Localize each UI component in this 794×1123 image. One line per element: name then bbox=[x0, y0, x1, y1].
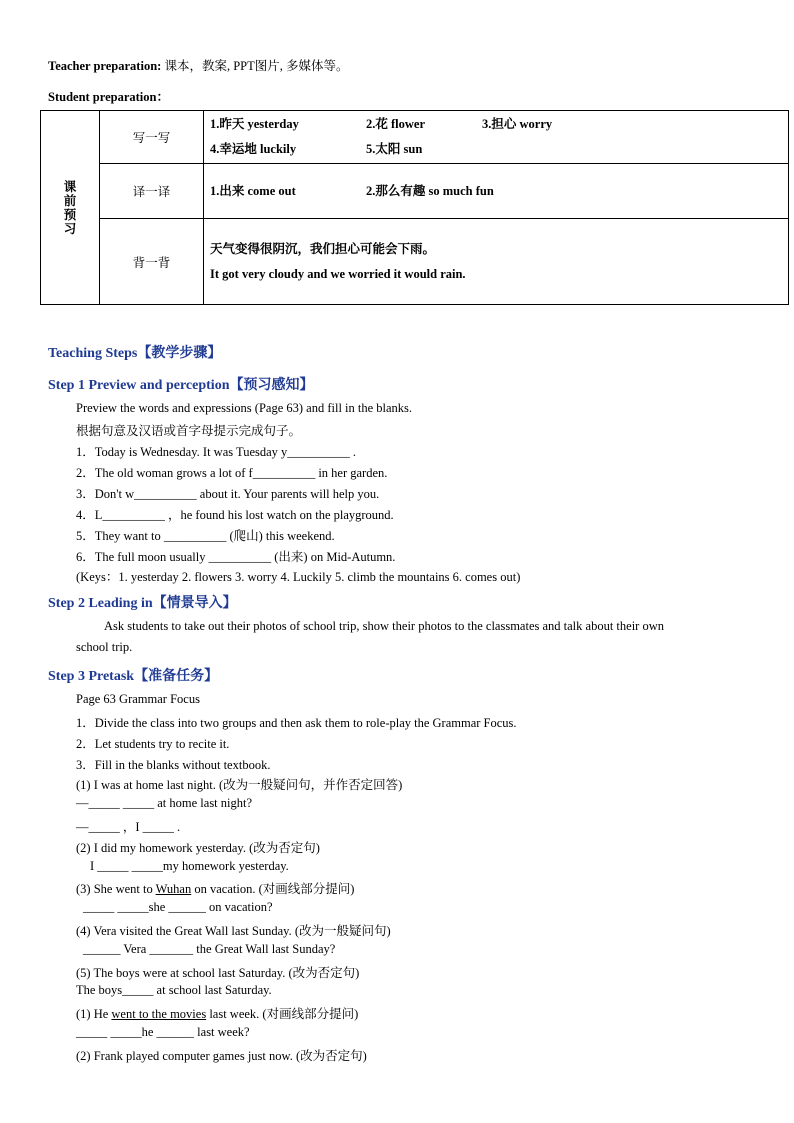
exercise: (2) I did my homework yesterday. (改为否定句) bbox=[76, 841, 320, 855]
teaching-steps-heading: Teaching Steps【教学步骤】 bbox=[48, 346, 222, 361]
step1-intro-cn: 根据句意及汉语或首字母提示完成句子。 bbox=[76, 424, 302, 438]
step1-item: 5．They want to __________ (爬山) this weekend. bbox=[76, 529, 335, 543]
preview-table bbox=[40, 110, 789, 305]
exercise-blank: ______ Vera _______ the Great Wall last Sunday? bbox=[83, 942, 336, 956]
step1-intro-en: Preview the words and expressions (Page 63) and fill in the blanks. bbox=[76, 401, 413, 415]
write-content: 1.昨天 yesterday 2.花 flower 3.担心 worry 4.幸运地 luckily 5.太阳 sun bbox=[204, 111, 789, 164]
category-translate: 译一译 bbox=[100, 164, 204, 219]
category-recite: 背一背 bbox=[100, 219, 204, 305]
step3-heading: Step 3 Pretask【准备任务】 bbox=[48, 669, 219, 684]
step3-item: 1．Divide the class into two groups and then ask them to role-play the Grammar Focus. bbox=[76, 716, 517, 730]
exercise: (1) I was at home last night. (改为一般疑问句，并作否定回答) bbox=[76, 778, 403, 792]
exercise: (2) Frank played computer games just now. (改为否定句) bbox=[76, 1049, 367, 1063]
step2-text: Ask students to take out their photos of school trip, show their photos to the classmates and talk about their own bbox=[104, 619, 664, 633]
step3-item: 3．Fill in the blanks without textbook. bbox=[76, 758, 271, 772]
step2-heading: Step 2 Leading in【情景导入】 bbox=[48, 596, 237, 611]
step1-heading: Step 1 Preview and perception【预习感知】 bbox=[48, 378, 314, 393]
step1-item: 4．L__________ ，he found his lost watch on the playground. bbox=[76, 508, 394, 522]
exercise: (5) The boys were at school last Saturday. (改为否定句) bbox=[76, 966, 360, 980]
exercise: (1) He went to the movies last week. (对画线部分提问) bbox=[76, 1007, 359, 1021]
step1-keys: (Keys：1. yesterday 2. flowers 3. worry 4. Luckily 5. climb the mountains 6. comes out) bbox=[76, 570, 521, 584]
teacher-prep-value: 课本，教案, PPT图片, 多媒体等。 bbox=[164, 59, 349, 73]
step3-item: 2．Let students try to recite it. bbox=[76, 737, 230, 751]
exercise-blank: _____ _____he ______ last week? bbox=[76, 1025, 250, 1039]
recite-content: 天气变得很阴沉，我们担心可能会下雨。 It got very cloudy and we worried it would rain. bbox=[204, 219, 789, 305]
step1-item: 3．Don't w__________ about it. Your parents will help you. bbox=[76, 487, 380, 501]
exercise: (4) Vera visited the Great Wall last Sunday. (改为一般疑问句) bbox=[76, 924, 391, 938]
exercise-blank: The boys_____ at school last Saturday. bbox=[76, 983, 272, 997]
step1-item: 1．Today is Wednesday. It was Tuesday y__________ . bbox=[76, 445, 357, 459]
exercise-blank: —_____ ，I _____ . bbox=[76, 820, 181, 834]
step2-text: school trip. bbox=[76, 640, 133, 654]
exercise: (3) She went to Wuhan on vacation. (对画线部分提问) bbox=[76, 882, 355, 896]
category-write: 写一写 bbox=[100, 111, 204, 164]
teacher-prep-label: Teacher preparation: bbox=[48, 59, 162, 73]
exercise-blank: I _____ _____my homework yesterday. bbox=[90, 859, 289, 873]
exercise-blank: _____ _____she ______ on vacation? bbox=[83, 900, 273, 914]
step1-item: 6．The full moon usually __________ (出来) on Mid-Autumn. bbox=[76, 550, 396, 564]
exercise-blank: —_____ _____ at home last night? bbox=[76, 796, 253, 810]
step3-page: Page 63 Grammar Focus bbox=[76, 692, 200, 706]
step1-item: 2．The old woman grows a lot of f__________ in her garden. bbox=[76, 466, 388, 480]
translate-content: 1.出来 come out 2.那么有趣 so much fun bbox=[204, 164, 789, 219]
student-preparation-label: Student preparation： bbox=[48, 90, 169, 104]
teacher-preparation bbox=[48, 56, 348, 74]
preview-side-label: 课 前 预 习 bbox=[41, 111, 100, 305]
